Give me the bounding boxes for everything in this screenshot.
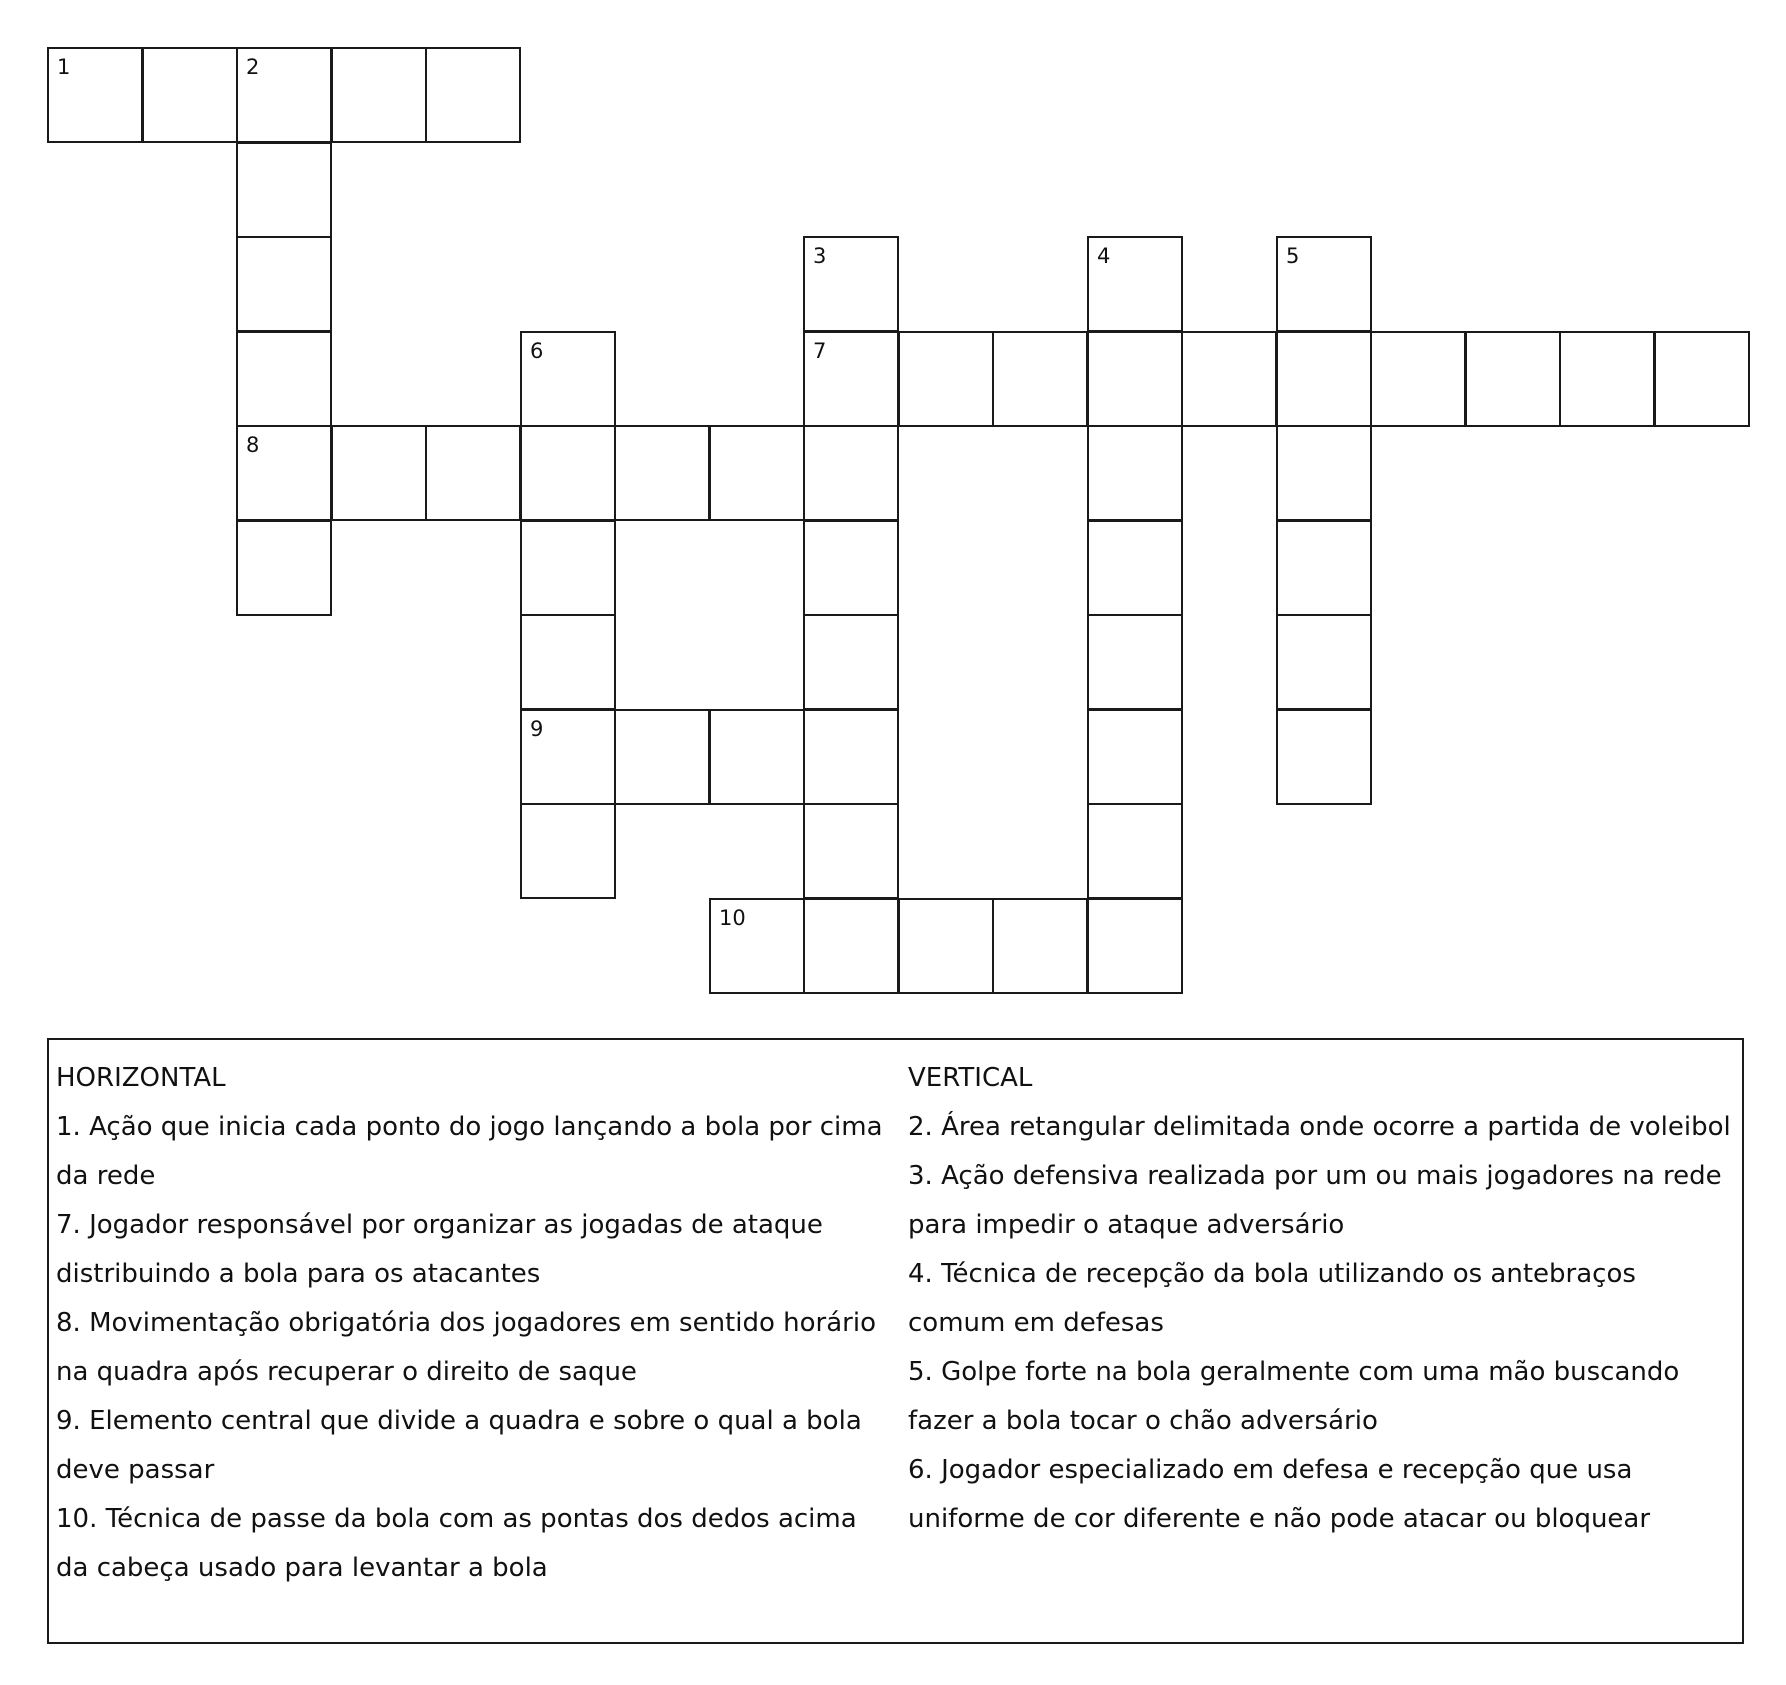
clue-number: 4 — [1097, 244, 1111, 268]
clue-horizontal-7: 7. Jogador responsável por organizar as jogadas de ataque distribuindo a bola para os atacantes — [56, 1210, 823, 1289]
grid-cell[interactable] — [425, 425, 521, 521]
grid-cell[interactable] — [1087, 898, 1183, 994]
clues-box — [47, 1038, 1744, 1644]
clue-number: 3 — [813, 244, 827, 268]
grid-cell[interactable] — [898, 331, 994, 427]
grid-cell[interactable] — [236, 142, 332, 238]
clue-horizontal-1: 1. Ação que inicia cada ponto do jogo lançando a bola por cima da rede — [56, 1112, 883, 1191]
grid-cell[interactable] — [1087, 236, 1183, 332]
clue-vertical-6: 6. Jogador especializado em defesa e recepção que usa uniforme de cor diferente e não pode atacar ou bloquear — [908, 1455, 1651, 1534]
grid-cell[interactable] — [236, 520, 332, 616]
grid-cell[interactable] — [1654, 331, 1750, 427]
grid-cell[interactable] — [803, 236, 899, 332]
grid-cell[interactable] — [1087, 803, 1183, 899]
grid-cell[interactable] — [803, 331, 899, 427]
clue-number: 2 — [246, 55, 260, 79]
grid-cell[interactable] — [1087, 425, 1183, 521]
grid-cell[interactable] — [236, 236, 332, 332]
grid-cell[interactable] — [803, 425, 899, 521]
clue-number: 8 — [246, 433, 260, 457]
clue-number: 5 — [1286, 244, 1300, 268]
grid-cell[interactable] — [236, 47, 332, 143]
grid-cell[interactable] — [803, 614, 899, 710]
grid-cell[interactable] — [236, 425, 332, 521]
grid-cell[interactable] — [520, 520, 616, 616]
grid-cell[interactable] — [803, 898, 899, 994]
grid-cell[interactable] — [1370, 331, 1466, 427]
grid-cell[interactable] — [142, 47, 238, 143]
grid-cell[interactable] — [520, 709, 616, 805]
grid-cell[interactable] — [803, 709, 899, 805]
grid-cell[interactable] — [1181, 331, 1277, 427]
grid-cell[interactable] — [1276, 709, 1372, 805]
grid-cell[interactable] — [1087, 614, 1183, 710]
clue-number: 10 — [719, 906, 746, 930]
grid-cell[interactable] — [709, 425, 805, 521]
grid-cell[interactable] — [236, 331, 332, 427]
grid-cell[interactable] — [331, 47, 427, 143]
vertical-heading: VERTICAL — [908, 1063, 1033, 1093]
grid-cell[interactable] — [1276, 520, 1372, 616]
grid-cell[interactable] — [1276, 425, 1372, 521]
clue-vertical-5: 5. Golpe forte na bola geralmente com uma mão buscando fazer a bola tocar o chão adversário — [908, 1357, 1680, 1436]
grid-cell[interactable] — [992, 898, 1088, 994]
clue-horizontal-9: 9. Elemento central que divide a quadra e sobre o qual a bola deve passar — [56, 1406, 862, 1485]
clue-vertical-2: 2. Área retangular delimitada onde ocorre a partida de voleibol — [908, 1112, 1731, 1142]
grid-cell[interactable] — [803, 803, 899, 899]
grid-cell[interactable] — [1465, 331, 1561, 427]
grid-cell[interactable] — [47, 47, 143, 143]
grid-cell[interactable] — [520, 614, 616, 710]
grid-cell[interactable] — [520, 331, 616, 427]
grid-cell[interactable] — [520, 803, 616, 899]
clue-horizontal-10: 10. Técnica de passe da bola com as pontas dos dedos acima da cabeça usado para levantar a bola — [56, 1504, 857, 1583]
grid-cell[interactable] — [425, 47, 521, 143]
horizontal-clues-column — [56, 1054, 896, 1593]
clue-vertical-3: 3. Ação defensiva realizada por um ou mais jogadores na rede para impedir o ataque adversário — [908, 1161, 1722, 1240]
clue-number: 6 — [530, 339, 544, 363]
vertical-clues-column — [908, 1054, 1738, 1544]
grid-cell[interactable] — [992, 331, 1088, 427]
clue-horizontal-8: 8. Movimentação obrigatória dos jogadores em sentido horário na quadra após recuperar o direito de saque — [56, 1308, 876, 1387]
clue-number: 7 — [813, 339, 827, 363]
grid-cell[interactable] — [1276, 236, 1372, 332]
grid-cell[interactable] — [1276, 331, 1372, 427]
grid-cell[interactable] — [614, 425, 710, 521]
grid-cell[interactable] — [1559, 331, 1655, 427]
clue-number: 1 — [57, 55, 71, 79]
clue-number: 9 — [530, 717, 544, 741]
grid-cell[interactable] — [1087, 709, 1183, 805]
grid-cell[interactable] — [520, 425, 616, 521]
grid-cell[interactable] — [1087, 520, 1183, 616]
grid-cell[interactable] — [614, 709, 710, 805]
grid-cell[interactable] — [709, 709, 805, 805]
grid-cell[interactable] — [331, 425, 427, 521]
grid-cell[interactable] — [709, 898, 805, 994]
grid-cell[interactable] — [898, 898, 994, 994]
grid-cell[interactable] — [803, 520, 899, 616]
grid-cell[interactable] — [1276, 614, 1372, 710]
grid-cell[interactable] — [1087, 331, 1183, 427]
clue-vertical-4: 4. Técnica de recepção da bola utilizando os antebraços comum em defesas — [908, 1259, 1636, 1338]
horizontal-heading: HORIZONTAL — [56, 1063, 226, 1093]
